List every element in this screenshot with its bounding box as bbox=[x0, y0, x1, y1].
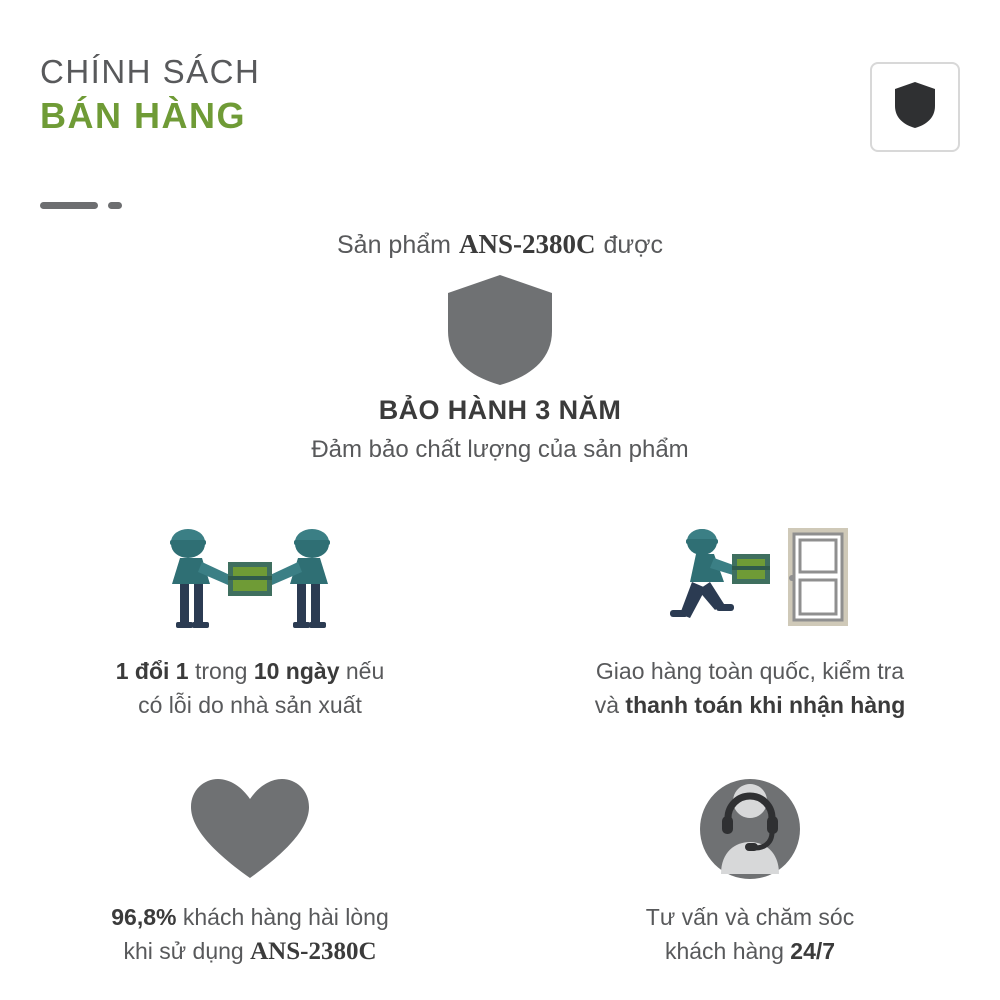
exchange-text-1: trong bbox=[188, 658, 254, 684]
page-title-line1: CHÍNH SÁCH bbox=[40, 53, 261, 90]
exchange-highlight-2: 10 ngày bbox=[253, 658, 340, 684]
exchange-line-2: có lỗi do nhà sản xuất bbox=[138, 692, 362, 718]
support-hours: 24/7 bbox=[790, 938, 836, 964]
headset-support-agent-icon bbox=[500, 774, 1000, 884]
delivery-line-1: Giao hàng toàn quốc, kiểm tra bbox=[595, 658, 905, 684]
two-workers-carrying-box-icon bbox=[0, 508, 500, 638]
satisfaction-model: ANS-2380C bbox=[250, 938, 377, 965]
warranty-intro bbox=[0, 228, 1000, 261]
feature-row-2 bbox=[0, 774, 1000, 969]
satisfaction-text-1: khách hàng hài lòng bbox=[176, 904, 389, 930]
support-text-1: khách hàng bbox=[664, 938, 791, 964]
warranty-block bbox=[0, 228, 1000, 464]
feature-satisfaction bbox=[0, 774, 500, 969]
feature-support-caption bbox=[500, 900, 1000, 968]
support-line-1: Tư vấn và chăm sóc bbox=[645, 904, 855, 930]
warranty-headline: BẢO HÀNH 3 NĂM bbox=[378, 395, 622, 425]
warranty-subline: Đảm bảo chất lượng của sản phẩm bbox=[311, 436, 689, 463]
shield-icon bbox=[893, 80, 937, 135]
warranty-shield-icon-wrap bbox=[0, 269, 1000, 389]
warranty-intro-suffix: được bbox=[603, 231, 664, 259]
warranty-badge-box bbox=[870, 62, 960, 152]
feature-grid bbox=[0, 508, 1000, 969]
page-title-line2: BÁN HÀNG bbox=[40, 95, 246, 136]
feature-delivery bbox=[500, 508, 1000, 722]
feature-row-1 bbox=[0, 508, 1000, 722]
feature-satisfaction-caption bbox=[0, 900, 500, 969]
delivery-text-1: và bbox=[594, 692, 626, 718]
exchange-highlight-1: 1 đổi 1 bbox=[115, 658, 189, 684]
delivery-man-at-door-icon bbox=[500, 508, 1000, 638]
underline-dot bbox=[108, 202, 122, 209]
shield-icon bbox=[440, 376, 560, 393]
feature-exchange-caption bbox=[0, 654, 500, 722]
warranty-intro-prefix: Sản phẩm bbox=[336, 231, 451, 259]
header bbox=[40, 52, 960, 172]
feature-support bbox=[500, 774, 1000, 969]
feature-delivery-caption bbox=[500, 654, 1000, 722]
product-model: ANS-2380C bbox=[458, 229, 596, 259]
satisfaction-percent: 96,8% bbox=[111, 904, 177, 930]
exchange-text-2: nếu bbox=[339, 658, 385, 684]
satisfaction-text-2: khi sử dụng bbox=[123, 938, 251, 964]
title-underline-decoration bbox=[40, 202, 122, 209]
feature-exchange bbox=[0, 508, 500, 722]
underline-dash bbox=[40, 202, 98, 209]
delivery-highlight-1: thanh toán khi nhận hàng bbox=[625, 692, 906, 718]
heart-icon bbox=[0, 774, 500, 884]
